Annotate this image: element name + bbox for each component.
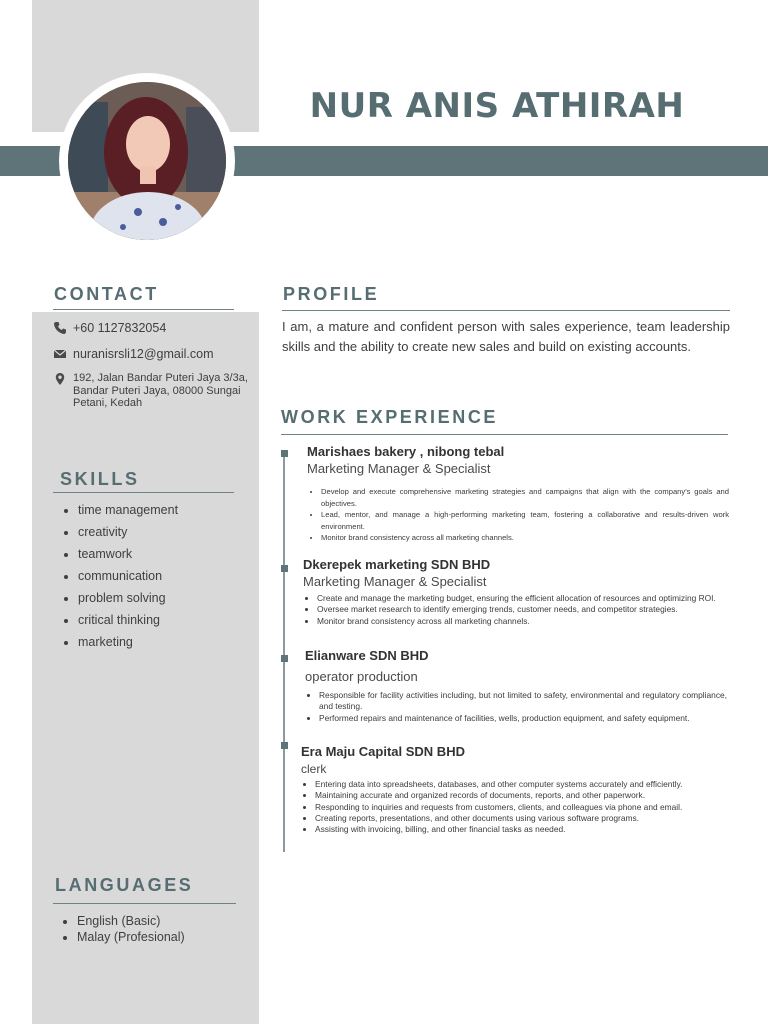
timeline-line bbox=[283, 452, 285, 852]
skill-item: • problem solving bbox=[78, 587, 178, 609]
job-bullet: • Entering data into spreadsheets, databases, and other computer systems accurately and efficiently. bbox=[315, 779, 727, 790]
languages-list bbox=[59, 913, 185, 945]
contact-address bbox=[53, 372, 258, 410]
job-bullet: • Responsible for facility activities including, but not limited to safety, environmental and regulatory compliance, and testing. bbox=[319, 690, 727, 713]
header-band-right bbox=[222, 146, 768, 176]
location-pin-icon bbox=[53, 372, 67, 386]
candidate-name: NUR ANIS ATHIRAH bbox=[309, 86, 685, 126]
job-entry bbox=[305, 648, 727, 724]
address-text: 192, Jalan Bandar Puteri Jaya 3/3a, Bandar Puteri Jaya, 08000 Sungai Petani, Kedah bbox=[73, 372, 248, 409]
job-bullets bbox=[301, 779, 727, 835]
job-entry bbox=[303, 557, 727, 627]
skills-heading: SKILLS bbox=[60, 469, 140, 489]
job-bullet: • Responding to inquiries and requests from customers, clients, and colleagues via phone and email. bbox=[315, 802, 727, 813]
contact-rule bbox=[53, 309, 234, 310]
job-role: operator production bbox=[305, 669, 418, 684]
job-bullet: • Monitor brand consistency across all marketing channels. bbox=[317, 616, 727, 627]
phone-text: +60 1127832054 bbox=[73, 321, 167, 335]
job-role: Marketing Manager & Specialist bbox=[303, 574, 487, 589]
phone-icon bbox=[53, 321, 67, 335]
contact-heading: CONTACT bbox=[54, 284, 159, 304]
timeline-marker bbox=[281, 655, 288, 662]
skill-item: • creativity bbox=[78, 521, 178, 543]
job-entry bbox=[307, 444, 729, 544]
profile-rule bbox=[282, 310, 730, 311]
job-entry bbox=[301, 744, 727, 835]
skills-list bbox=[60, 499, 178, 653]
email-text: nuranisrsli12@gmail.com bbox=[73, 347, 214, 361]
job-bullet: • Assisting with invoicing, billing, and other financial tasks as needed. bbox=[315, 824, 727, 835]
mail-icon bbox=[53, 347, 67, 361]
timeline-marker bbox=[281, 565, 288, 572]
job-bullet: • Maintaining accurate and organized records of documents, reports, and other paperwork. bbox=[315, 790, 727, 801]
skill-item: • time management bbox=[78, 499, 178, 521]
skill-item: • critical thinking bbox=[78, 609, 178, 631]
skill-item: • communication bbox=[78, 565, 178, 587]
job-bullet: • Monitor brand consistency across all marketing channels. bbox=[321, 532, 729, 544]
profile-heading: PROFILE bbox=[283, 284, 380, 304]
language-item: • Malay (Profesional) bbox=[77, 929, 185, 945]
contact-email[interactable] bbox=[53, 347, 214, 361]
job-bullet: • Develop and execute comprehensive marketing strategies and campaigns that align with the company's goals and objectives. bbox=[321, 486, 729, 509]
job-company: Era Maju Capital SDN BHD bbox=[301, 744, 465, 759]
job-bullet: • Lead, mentor, and manage a high-performing marketing team, fostering a collaborative and results-driven work environment. bbox=[321, 509, 729, 532]
profile-text: I am, a mature and confident person with sales experience, team leadership skills and the ability to create new sales and build on existing accounts. bbox=[282, 319, 730, 354]
skill-item: • teamwork bbox=[78, 543, 178, 565]
job-company: Dkerepek marketing SDN BHD bbox=[303, 557, 491, 572]
job-bullet: • Creating reports, presentations, and other documents using various software programs. bbox=[315, 813, 727, 824]
job-bullets bbox=[305, 690, 727, 724]
job-bullet: • Oversee market research to identify emerging trends, customer needs, and competitor strategies. bbox=[317, 604, 727, 615]
languages-heading: LANGUAGES bbox=[55, 875, 194, 895]
job-bullet: • Create and manage the marketing budget, ensuring the efficient allocation of resources and optimizing ROI. bbox=[317, 593, 727, 604]
job-bullets bbox=[303, 593, 727, 627]
profile-photo bbox=[68, 82, 226, 240]
contact-phone[interactable] bbox=[53, 321, 166, 335]
work-heading: WORK EXPERIENCE bbox=[281, 407, 499, 427]
work-rule bbox=[281, 434, 728, 435]
languages-rule bbox=[53, 903, 236, 904]
job-role: Marketing Manager & Specialist bbox=[307, 461, 491, 476]
job-bullets bbox=[307, 486, 729, 544]
timeline-marker bbox=[281, 742, 288, 749]
language-item: • English (Basic) bbox=[77, 913, 185, 929]
timeline-marker bbox=[281, 450, 288, 457]
job-role: clerk bbox=[301, 762, 327, 776]
job-bullet: • Performed repairs and maintenance of facilities, wells, production equipment, and safety equipment. bbox=[319, 713, 727, 724]
skills-rule bbox=[53, 492, 234, 493]
job-company: Marishaes bakery , nibong tebal bbox=[307, 444, 505, 459]
skill-item: • marketing bbox=[78, 631, 178, 653]
job-company: Elianware SDN BHD bbox=[305, 648, 429, 663]
